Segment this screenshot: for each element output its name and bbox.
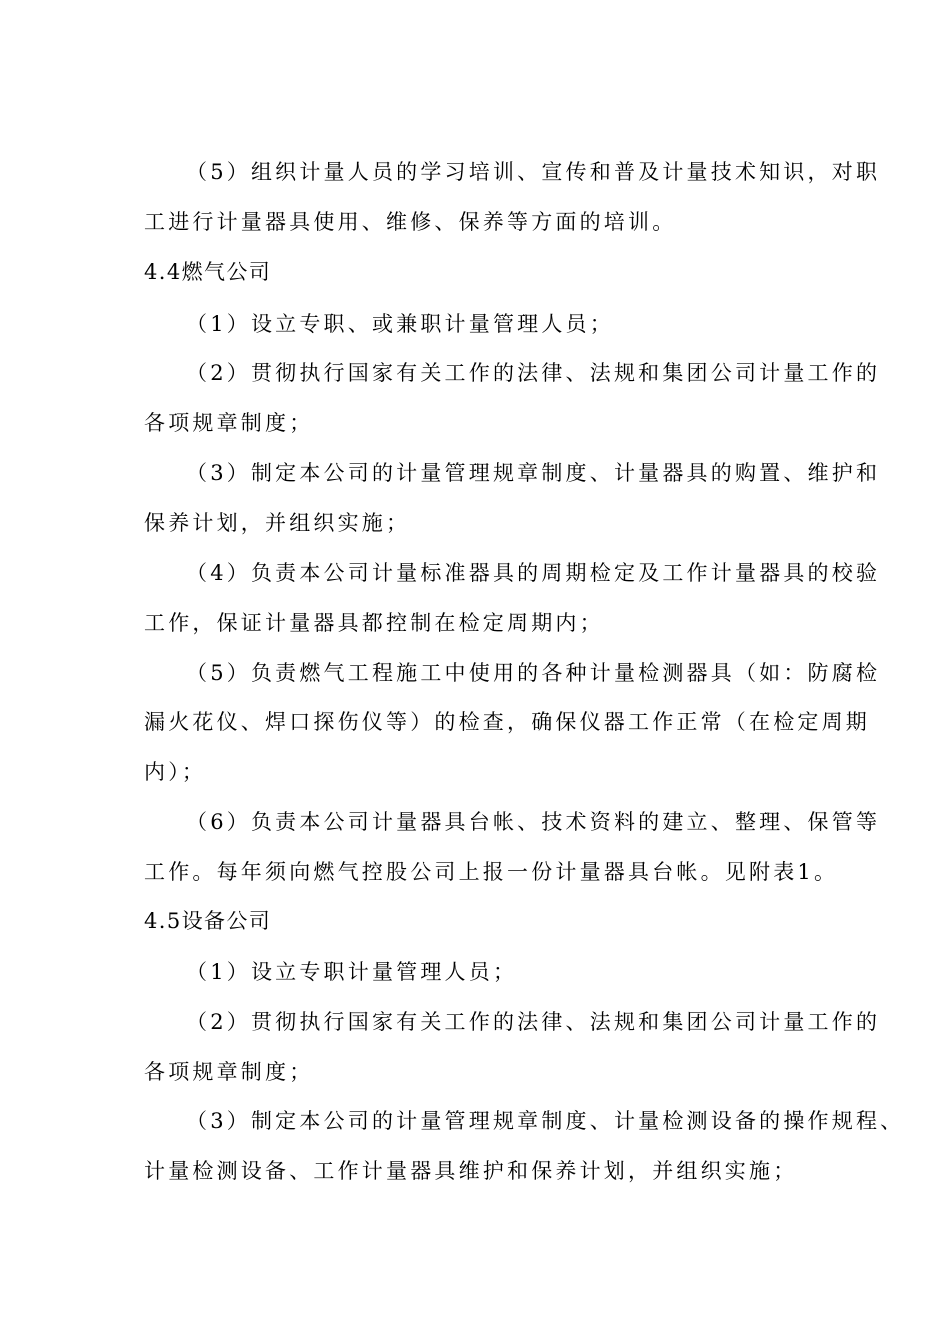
paragraph-line: 漏火花仪、焊口探伤仪等）的检查，确保仪器工作正常（在检定周期 [144, 710, 870, 734]
section-heading: 4.4燃气公司 [144, 260, 272, 284]
paragraph-line: 工作，保证计量器具都控制在检定周期内； [144, 611, 604, 635]
paragraph-line: 各项规章制度； [144, 1060, 314, 1084]
paragraph-line: （4）负责本公司计量标准器具的周期检定及工作计量器具的校验 [186, 561, 881, 585]
paragraph-line: （2）贯彻执行国家有关工作的法律、法规和集团公司计量工作的 [186, 1010, 881, 1034]
paragraph-line: （1）设立专职、或兼职计量管理人员； [186, 312, 614, 336]
paragraph-line: 工作。每年须向燃气控股公司上报一份计量器具台帐。见附表1。 [144, 860, 839, 884]
paragraph-line: （5）负责燃气工程施工中使用的各种计量检测器具（如：防腐检 [186, 661, 881, 685]
paragraph-line: （6）负责本公司计量器具台帐、技术资料的建立、整理、保管等 [186, 810, 881, 834]
paragraph-line: 计量检测设备、工作计量器具维护和保养计划，并组织实施； [144, 1159, 798, 1183]
paragraph-line: （3）制定本公司的计量管理规章制度、计量检测设备的操作规程、 [186, 1109, 905, 1133]
paragraph-line: 各项规章制度； [144, 411, 314, 435]
paragraph-line: 保养计划，并组织实施； [144, 511, 411, 535]
paragraph-line: （3）制定本公司的计量管理规章制度、计量器具的购置、维护和 [186, 461, 881, 485]
section-heading: 4.5设备公司 [144, 909, 272, 933]
paragraph-line: （2）贯彻执行国家有关工作的法律、法规和集团公司计量工作的 [186, 361, 881, 385]
paragraph-line: 内）； [144, 760, 207, 784]
paragraph-line: （5）组织计量人员的学习培训、宣传和普及计量技术知识，对职 [186, 160, 881, 184]
paragraph-line: （1）设立专职计量管理人员； [186, 960, 518, 984]
paragraph-line: 工进行计量器具使用、维修、保养等方面的培训。 [144, 210, 677, 234]
